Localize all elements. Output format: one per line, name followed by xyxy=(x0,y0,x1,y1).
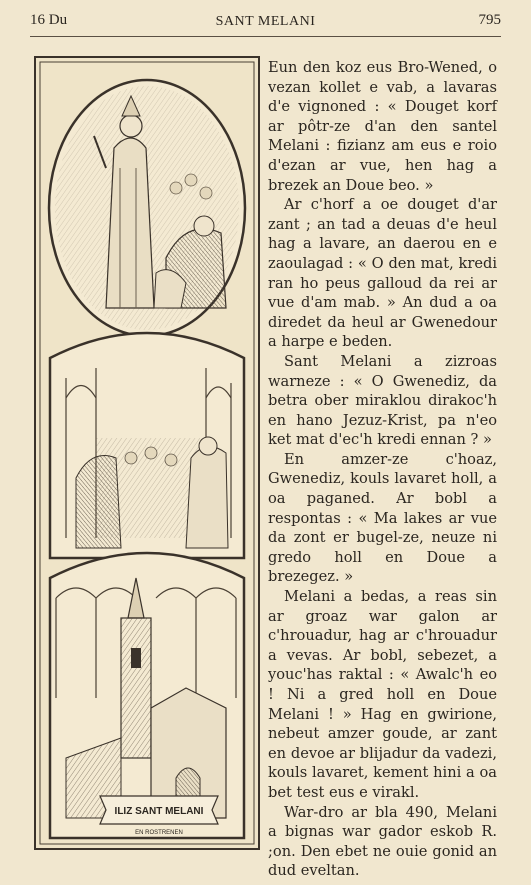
bishop-scene xyxy=(49,80,245,336)
paragraph: En amzer-ze c'hoaz, Gwenediz, kouls lavaret holl, a oa paganed. Ar bobl a respontas : « Ma lakes ar vue da zont er bugel-ze, neuze ni gredo holl en Doue a brezegez. » xyxy=(268,450,497,586)
page-header xyxy=(30,12,501,36)
article-text xyxy=(268,58,497,881)
header-left: 16 Du xyxy=(30,12,68,28)
paragraph: War-dro ar bla 490, Melani a bignas war gador eskob R. ;on. Den ebet ne ouie gonid an dud eveltan. xyxy=(268,803,497,880)
church-scene xyxy=(50,553,244,838)
header-rule xyxy=(30,36,501,37)
paragraph: Melani a bedas, a reas sin ar groaz war galon ar c'hrouadur, hag ar c'hrouadur a vevas. Ar bobl, sebezet, a youc'has raktal : « Awalc'h eo ! Ni a gred holl en Doue Melani ! » Hag en gwirione, nebeut amzer goude, ar zant en devoe ar blijadur da vadezi, kouls lavaret, kement hini a oa bet test eus e virakl. xyxy=(268,588,497,801)
paragraph: Sant Melani a zizroas warneze : « O Gwenediz, da betra ober miraklou dirakoc'h en hano Jezuz-Krist, pa n'eo ket mat d'ec'h kredi ennan ? » xyxy=(268,352,497,449)
paragraph: Eun den koz eus Bro-Wened, o vezan kollet e vab, a lavaras d'e vignoned : « Douget korf ar pôtr-ze d'an den santel Melani : fizianz am eus e roio d'ezan ar vue, hen hag a brezek an Doue beo. » xyxy=(268,59,497,194)
illustration-caption: ILIZ SANT MELANI xyxy=(114,806,204,817)
engraving-illustration xyxy=(34,56,260,850)
page-title: SANT MELANI xyxy=(215,14,316,29)
page-number: 795 xyxy=(478,12,501,28)
interior-scene xyxy=(50,333,244,558)
paragraph: Ar c'horf a oe douget d'ar zant ; an tad a deuas d'e heul hag a lavare, an daerou en e zaoulagad : « O den mat, kredi ran ho peus galloud da rei ar vue d'am mab. » An dud a oa diredet da heul ar Gwenedour a harpe e beden. xyxy=(268,196,497,351)
illustration-subcaption: EN ROSTRENEN xyxy=(135,830,183,836)
